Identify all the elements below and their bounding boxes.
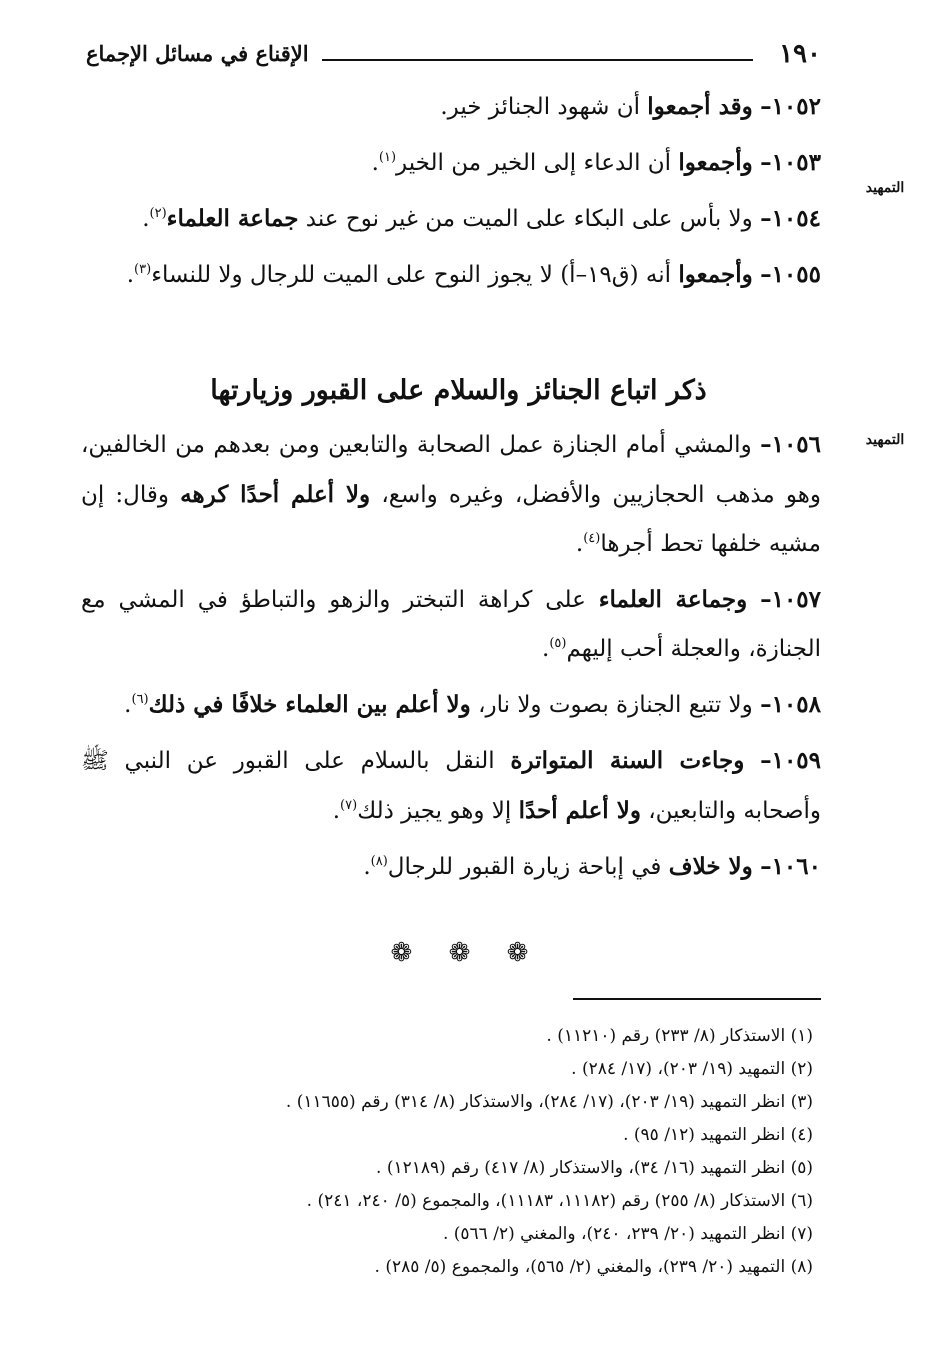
paragraph-1054 — [81, 194, 821, 244]
margin-note-tamhid: التمهيد — [865, 432, 905, 448]
footnote: (٧) انظر التمهيد (٢٠/ ٢٣٩، ٢٤٠)، والمغني (٢/ ٥٦٦) . — [442, 1224, 813, 1244]
footnote: (٢) التمهيد (١٩/ ٢٠٣)، (١٧/ ٢٨٤) . — [571, 1059, 813, 1079]
page-number: ١٩٠ — [779, 39, 821, 69]
footnote-marker[interactable]: (٦) — [131, 692, 149, 707]
paragraph-number: ١٠٥٥– — [760, 261, 821, 288]
book-title: الإقناع في مسائل الإجماع — [86, 41, 309, 66]
emphasis: ولا أعلم أحدًا كرهه — [180, 481, 371, 508]
paragraph-1059 — [81, 736, 821, 836]
period: . — [542, 636, 550, 662]
paragraph-1058 — [81, 680, 821, 730]
period: . — [142, 206, 150, 232]
emphasis: وجاءت السنة المتواترة — [510, 747, 745, 774]
period: . — [371, 150, 379, 176]
footnote: (٨) التمهيد (٢٠/ ٢٣٩)، والمغني (٢/ ٥٦٥)، والمجموع (٥/ ٢٨٥) . — [374, 1257, 813, 1277]
paragraph-number: ١٠٥٧– — [760, 586, 822, 613]
paragraph-text-2: وقال: إن مشيه خلفها تحط أجرها — [81, 482, 821, 557]
paragraph-text: على كراهة التبختر والزهو والتباطؤ في المشي مع الجنازة، والعجلة أحب إليهم — [81, 587, 821, 662]
paragraph-number: ١٠٥٨– — [760, 691, 821, 718]
footnote-marker[interactable]: (٧) — [340, 798, 358, 813]
paragraph-1056 — [81, 420, 821, 569]
paragraph-number: ١٠٥٦– — [760, 431, 822, 458]
paragraph-text: والمشي أمام الجنازة عمل الصحابة والتابعين ومن بعدهم من الخالفين، وهو مذهب الحجازيين والأفضل، وغيره واسع، — [81, 432, 822, 508]
paragraph-1053 — [81, 138, 821, 188]
period: . — [124, 692, 132, 718]
emphasis: وقد أجمعوا — [647, 93, 753, 120]
emphasis: ولا خلاف — [668, 853, 753, 880]
paragraph-1052 — [81, 82, 821, 132]
emphasis: ولا أعلم بين العلماء خلافًا في ذلك — [148, 691, 471, 718]
paragraph-1057 — [81, 575, 821, 674]
text-block-1 — [81, 82, 821, 306]
footnote-rule — [573, 998, 821, 1000]
footnote: (١) الاستذكار (٨/ ٢٣٣) رقم (١١٢١٠) . — [546, 1026, 813, 1046]
footnote: (٤) انظر التمهيد (١٢/ ٩٥) . — [623, 1125, 813, 1145]
paragraph-text: النقل بالسلام على القبور عن النبي ﷺ وأصحابه والتابعين، — [81, 748, 821, 824]
paragraph-text-2: إلا وهو يجيز ذلك — [357, 798, 512, 824]
emphasis: وجماعة العلماء — [598, 586, 748, 613]
paragraph-text: في إباحة زيارة القبور للرجال — [387, 854, 662, 880]
footnote-marker[interactable]: (٣) — [134, 262, 152, 277]
footnote-marker[interactable]: (٢) — [149, 206, 167, 221]
period: . — [363, 854, 371, 880]
section-title: ذكر اتباع الجنائز والسلام على القبور وزيارتها — [210, 375, 707, 406]
section-separator: ❁ ❁ ❁ — [390, 938, 543, 968]
footnote: (٦) الاستذكار (٨/ ٢٥٥) رقم (١١١٨٢، ١١١٨٣)، والمجموع (٥/ ٢٤٠، ٢٤١) . — [306, 1191, 813, 1211]
paragraph-1055 — [81, 250, 821, 300]
footnote-marker[interactable]: (١) — [378, 150, 397, 165]
margin-note-tamhid: التمهيد — [865, 180, 905, 196]
period: . — [575, 531, 584, 557]
paragraph-number: ١٠٥٩– — [760, 747, 822, 774]
paragraph-number: ١٠٦٠– — [760, 853, 821, 880]
paragraph-number: ١٠٥٢– — [760, 93, 821, 120]
paragraph-text: أنه (ق١٩–أ) لا يجوز النوح على الميت للرجال ولا للنساء — [151, 262, 672, 288]
footnote: (٥) انظر التمهيد (١٦/ ٣٤)، والاستذكار (٨/ ٤١٧) رقم (١٢١٨٩) . — [376, 1158, 813, 1178]
footnotes — [93, 1020, 813, 1284]
emphasis-2: ولا أعلم أحدًا — [518, 797, 641, 824]
emphasis: وأجمعوا — [678, 261, 753, 288]
text-block-2 — [81, 420, 821, 898]
footnote: (٣) انظر التمهيد (١٩/ ٢٠٣)، (١٧/ ٢٨٤)، والاستذكار (٨/ ٣١٤) رقم (١١٦٥٥) . — [285, 1092, 813, 1112]
footnote-marker[interactable]: (٨) — [370, 854, 388, 869]
paragraph-1060 — [81, 842, 821, 892]
period: . — [332, 798, 341, 824]
footnote-marker[interactable]: (٥) — [549, 636, 567, 651]
paragraph-number: ١٠٥٣– — [760, 149, 821, 176]
header-rule — [322, 59, 753, 61]
emphasis: وأجمعوا — [678, 149, 753, 176]
period: . — [126, 262, 135, 288]
paragraph-text: ولا بأس على البكاء على الميت من غير نوح عند — [305, 206, 753, 232]
paragraph-number: ١٠٥٤– — [760, 205, 821, 232]
paragraph-text: ولا تتبع الجنازة بصوت ولا نار، — [478, 692, 753, 718]
emphasis: جماعة العلماء — [166, 205, 299, 232]
footnote-marker[interactable]: (٤) — [583, 531, 601, 546]
paragraph-text: أن شهود الجنائز خير. — [440, 94, 640, 120]
paragraph-text: أن الدعاء إلى الخير من الخير — [396, 150, 672, 176]
